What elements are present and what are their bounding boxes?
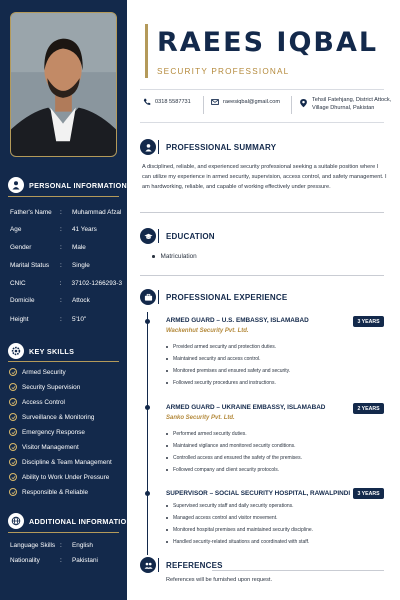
duty-item [166,368,290,374]
skill-label: Visitor Management [22,443,79,451]
check-icon [9,368,17,376]
duty-item [166,356,261,362]
duty-item [166,443,296,449]
skill-item [9,383,80,391]
info-value: Male [72,244,86,251]
address-line: Village Dhurnal, Pakistan [312,105,375,112]
skill-label: Discipline & Team Management [22,458,112,466]
skill-item [9,458,112,466]
skill-item [9,428,85,436]
skill-item [9,413,94,421]
skill-item [9,443,79,451]
info-value: Single [72,262,90,269]
section-accent-line [158,290,159,304]
info-key: Nationality [10,557,40,564]
divider [140,275,384,276]
check-icon [9,398,17,406]
section-accent-line [158,140,159,154]
check-icon [9,383,17,391]
duty-text: Performed armed security duties. [173,431,247,437]
divider [140,122,384,123]
duty-item [166,380,276,386]
divider [8,361,119,362]
key-skills-label: KEY SKILLS [29,346,75,356]
skill-item [9,368,66,376]
info-value: 41 Years [72,226,97,233]
skill-label: Access Control [22,398,65,406]
check-icon [9,488,17,496]
check-icon [9,428,17,436]
duty-text: Maintained security and access control. [173,356,261,362]
info-key: Father's Name [10,209,52,216]
divider [140,89,384,90]
duty-item [166,503,294,509]
bullet-dot [166,370,168,372]
bullet-dot [166,382,168,384]
info-key: Marital Status [10,262,50,269]
info-value: Muhammad Afzal [72,209,122,216]
skill-label: Responsible & Reliable [22,488,89,496]
summary-heading: PROFESSIONAL SUMMARY [166,143,277,152]
info-separator: : [60,244,62,251]
bullet-dot [166,358,168,360]
divider [291,96,292,114]
duration-badge: 3 YEARS [353,316,384,327]
job-role: ARMED GUARD – U.S. EMBASSY, ISLAMABAD [166,317,309,324]
skill-label: Security Supervision [22,383,81,391]
education-heading: EDUCATION [166,232,215,241]
phone-icon [143,98,151,106]
graduation-cap-icon [144,232,153,241]
job-title: SECURITY PROFESSIONAL [157,67,290,76]
duration-badge: 3 YEARS [353,488,384,499]
timeline-dot [145,319,150,324]
bullet-dot [166,517,168,519]
duty-text: Followed company and client security protocols. [173,467,280,473]
info-separator: : [60,209,62,216]
address-text [312,96,391,112]
divider [212,570,384,571]
personal-information-heading [8,177,127,193]
contact-email [211,98,280,106]
check-icon [9,458,17,466]
section-icon-references [140,557,156,573]
duty-text: Followed security procedures and instructions. [173,380,276,386]
info-key: Language Skills [10,542,56,549]
person-icon [144,143,153,152]
check-icon [9,413,17,421]
person-icon [8,177,24,193]
section-icon-experience [140,289,156,305]
education-item [152,253,197,260]
info-row-nationality [10,558,122,564]
duty-item [166,467,279,473]
full-name: RAEES IQBAL [157,27,379,58]
divider [8,532,119,533]
personal-information-label: PERSONAL INFORMATION [29,180,127,190]
job-role: ARMED GUARD – UKRAINE EMBASSY, ISLAMABAD [166,404,326,411]
bullet-dot [166,346,168,348]
info-row-fathers-name [10,210,122,216]
duty-text: Supervised security staff and daily security operations. [173,503,294,509]
experience-timeline [147,312,148,555]
duty-item [166,527,313,533]
info-separator: : [59,280,62,287]
divider [8,196,119,197]
duty-item [166,431,247,437]
info-row-age [10,227,122,233]
check-icon [9,443,17,451]
bullet-dot [166,433,168,435]
location-pin-icon [299,98,308,108]
info-separator: : [60,226,62,233]
bullet-dot [166,445,168,447]
duty-text: Controlled access and ensured the safety of the premises. [173,455,302,461]
skill-item [9,488,88,496]
skill-label: Emergency Response [22,428,85,436]
duty-text: Monitored premises and ensured safety and security. [173,368,291,374]
check-icon [9,473,17,481]
info-key: Height [10,316,29,323]
info-separator: : [60,557,62,564]
profile-photo [10,12,117,157]
job-role: SUPERVISOR – SOCIAL SECURITY HOSPITAL, RAWALPINDI [166,490,351,497]
bullet-dot [166,541,168,543]
section-accent-line [158,558,159,572]
info-value: Attock [72,297,90,304]
experience-heading: PROFESSIONAL EXPERIENCE [166,293,288,302]
info-row-domicile [10,298,122,304]
skill-item [9,398,65,406]
duty-text: Monitored hospital premises and maintained security discipline. [173,527,314,533]
name-accent-bar [145,24,148,78]
section-accent-line [158,229,159,243]
info-separator: : [60,262,62,269]
bullet-dot [152,255,155,258]
contact-phone [143,98,191,106]
duty-item [166,539,309,545]
phone-text: 0318 5587731 [155,99,191,105]
duty-text: Provided armed security and protection duties. [173,344,277,350]
skill-item [9,473,109,481]
section-icon-summary [140,139,156,155]
additional-information-label: ADDITIONAL INFORMATION [29,516,132,526]
duty-text: Maintained vigilance and monitored security conditions. [173,443,296,449]
skill-label: Surveillance & Monitoring [22,413,95,421]
info-value: English [72,542,93,549]
gear-icon [8,343,24,359]
duty-item [166,515,278,521]
references-heading: REFERENCES [166,561,223,570]
education-label: Matriculation [160,253,197,260]
address-line: Tehsil Fatehjang, District Attock, [312,97,392,103]
duty-text: Managed access control and visitor movement. [173,515,278,521]
info-key: Domicile [10,297,35,304]
info-value: 5'10" [72,316,87,323]
duration-badge: 2 YEARS [353,403,384,414]
info-value: 37102-1266293-3 [71,280,122,287]
references-text: References will be furnished upon request. [166,577,273,583]
info-row-marital-status [10,263,122,269]
section-icon-education [140,228,156,244]
skill-label: Ability to Work Under Pressure [22,473,110,481]
additional-information-heading [8,513,132,529]
bullet-dot [166,469,168,471]
info-key: CNIC [10,280,26,287]
info-separator: : [60,297,62,304]
info-row-language [10,543,122,549]
duty-item [166,455,302,461]
bullet-dot [166,529,168,531]
briefcase-icon [144,293,153,302]
timeline-dot [145,491,150,496]
info-key: Age [10,226,22,233]
info-value: Pakistani [72,557,98,564]
timeline-dot [145,405,150,410]
globe-icon [8,513,24,529]
duty-item [166,344,276,350]
duty-text: Handled security-related situations and coordinated with staff. [173,539,310,545]
divider [203,96,204,114]
email-text: raeesiqbal@gmail.com [223,99,280,105]
info-separator: : [60,542,62,549]
info-row-height [10,317,122,323]
job-company: Wackenhut Security Pvt. Ltd. [166,328,249,334]
summary-text: A disciplined, reliable, and experienced security professional seeking a suitable position where I can utilize my experience in armed security, supervision, access control, and safety management. I am hardworking, reliable, and capable of working effectively under pressure. [142,164,387,190]
sidebar [0,0,132,600]
info-row-gender [10,245,122,251]
envelope-icon [211,98,219,106]
divider [140,212,384,213]
info-row-cnic [10,281,122,287]
key-skills-heading [8,343,120,359]
info-key: Gender [10,244,32,251]
bullet-dot [166,505,168,507]
contact-address [299,96,391,112]
bullet-dot [166,457,168,459]
job-company: Sanko Security Pvt. Ltd. [166,415,235,421]
info-separator: : [60,316,62,323]
people-icon [144,561,153,570]
skill-label: Armed Security [22,368,66,376]
